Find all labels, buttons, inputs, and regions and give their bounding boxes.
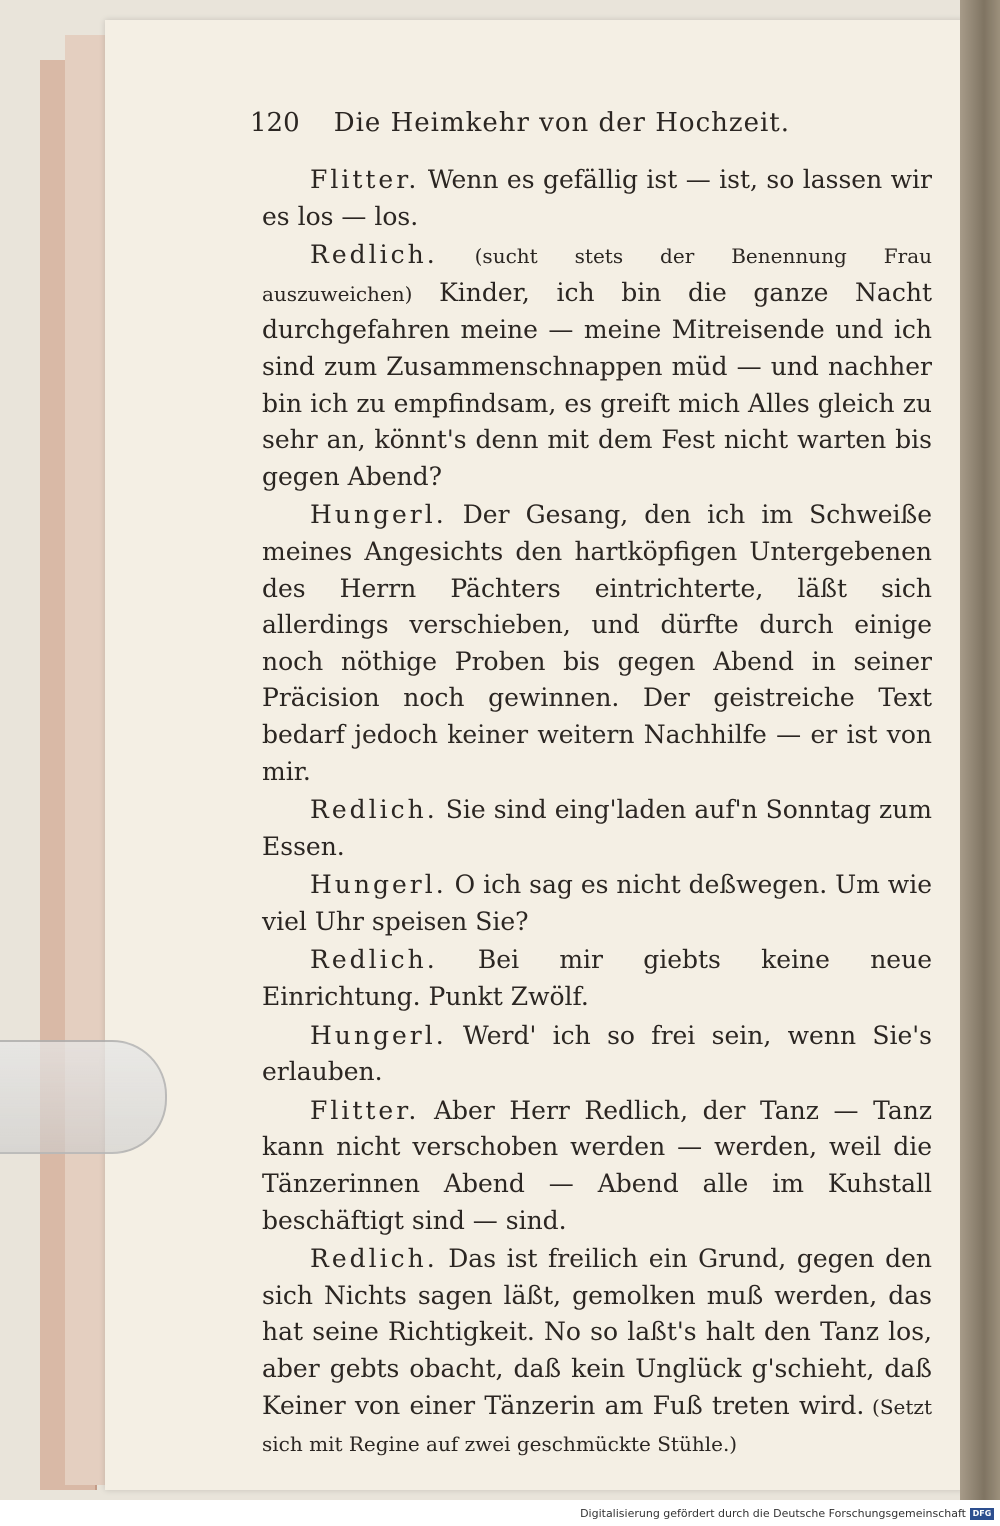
line-text: Werd' ich so frei sein, wenn Sie's erlauben. — [262, 1020, 932, 1087]
speaker-name: Flitter. — [310, 1095, 420, 1125]
speaker-name: Flitter. — [310, 165, 420, 194]
book-binding — [960, 0, 1000, 1500]
running-header — [250, 108, 790, 148]
stage-direction: (sucht stets der Benennung Frau auszuweichen) — [262, 244, 932, 306]
dialogue-line — [262, 792, 932, 865]
speaker-name: Hungerl. — [310, 1020, 447, 1050]
line-text: Aber Herr Redlich, der Tanz — Tanz kann nicht verschoben werden — werden, weil die Tänzerinnen Abend — Abend alle im Kuhstall beschäftigt sind — sind. — [262, 1095, 932, 1235]
line-text: Kinder, ich bin die ganze Nacht durchgefahren meine — meine Mitreisende und ich sind zum Zusammenschnappen müd — und nachher bin ich zu empfindsam, es greift mich Alles gleich zu sehr an, könnt's denn mit dem Fest nicht warten bis gegen Abend? — [262, 277, 932, 491]
speaker-name: Redlich. — [310, 240, 438, 270]
line-text: Der Gesang, den ich im Schweiße meines Angesichts den hartköpfigen Untergebenen des Herrn Pächters eintrichterte, läßt sich allerdings verschieben, und dürfte durch einige noch nöthige Proben bis gegen Abend in seiner Präcision noch gewinnen. Der geistreiche Text bedarf jedoch keiner weitern Nachhilfe — er ist von mir. — [262, 500, 932, 786]
speaker-name: Redlich. — [310, 945, 438, 975]
speaker-name: Redlich. — [310, 1244, 438, 1274]
dialogue-line — [262, 237, 932, 495]
dialogue-line — [262, 867, 932, 940]
stage-direction: (Setzt sich mit Regine auf zwei geschmückte Stühle.) — [262, 1394, 932, 1457]
body-text — [262, 162, 932, 1465]
speaker-name: Redlich. — [310, 795, 438, 825]
speaker-name: Hungerl. — [310, 870, 447, 900]
dialogue-line — [262, 1018, 932, 1091]
dialogue-line — [262, 1241, 932, 1463]
digitization-footer — [0, 1500, 1000, 1526]
line-text: Wenn es gefällig ist — ist, so lassen wir es los — los. — [262, 165, 932, 231]
line-text: Das ist freilich ein Grund, gegen den sich Nichts sagen läßt, gemolken muß werden, das hat seine Richtigkeit. No so laßt's halt den Tanz los, aber gebts obacht, daß kein Unglück g'schieht, daß Keiner von einer Tänzerin am Fuß treten wird. — [262, 1244, 932, 1420]
dialogue-line — [262, 1093, 932, 1239]
speaker-name: Hungerl. — [310, 500, 447, 530]
line-text: O ich sag es nicht deßwegen. Um wie viel Uhr speisen Sie? — [262, 870, 932, 936]
dfg-logo-icon: DFG — [970, 1508, 994, 1520]
line-text: Sie sind eing'laden auf'n Sonntag zum Essen. — [262, 795, 932, 861]
running-title: Die Heimkehr von der Hochzeit. — [333, 108, 790, 138]
page-clip — [0, 1040, 167, 1154]
funding-credit: Digitalisierung gefördert durch die Deutsche Forschungsgemeinschaft — [580, 1507, 966, 1520]
dialogue-line — [262, 162, 932, 235]
page-number: 120 — [250, 108, 300, 138]
line-text: Bei mir giebts keine neue Einrichtung. Punkt Zwölf. — [262, 945, 932, 1012]
dialogue-line — [262, 497, 932, 790]
dialogue-line — [262, 942, 932, 1015]
